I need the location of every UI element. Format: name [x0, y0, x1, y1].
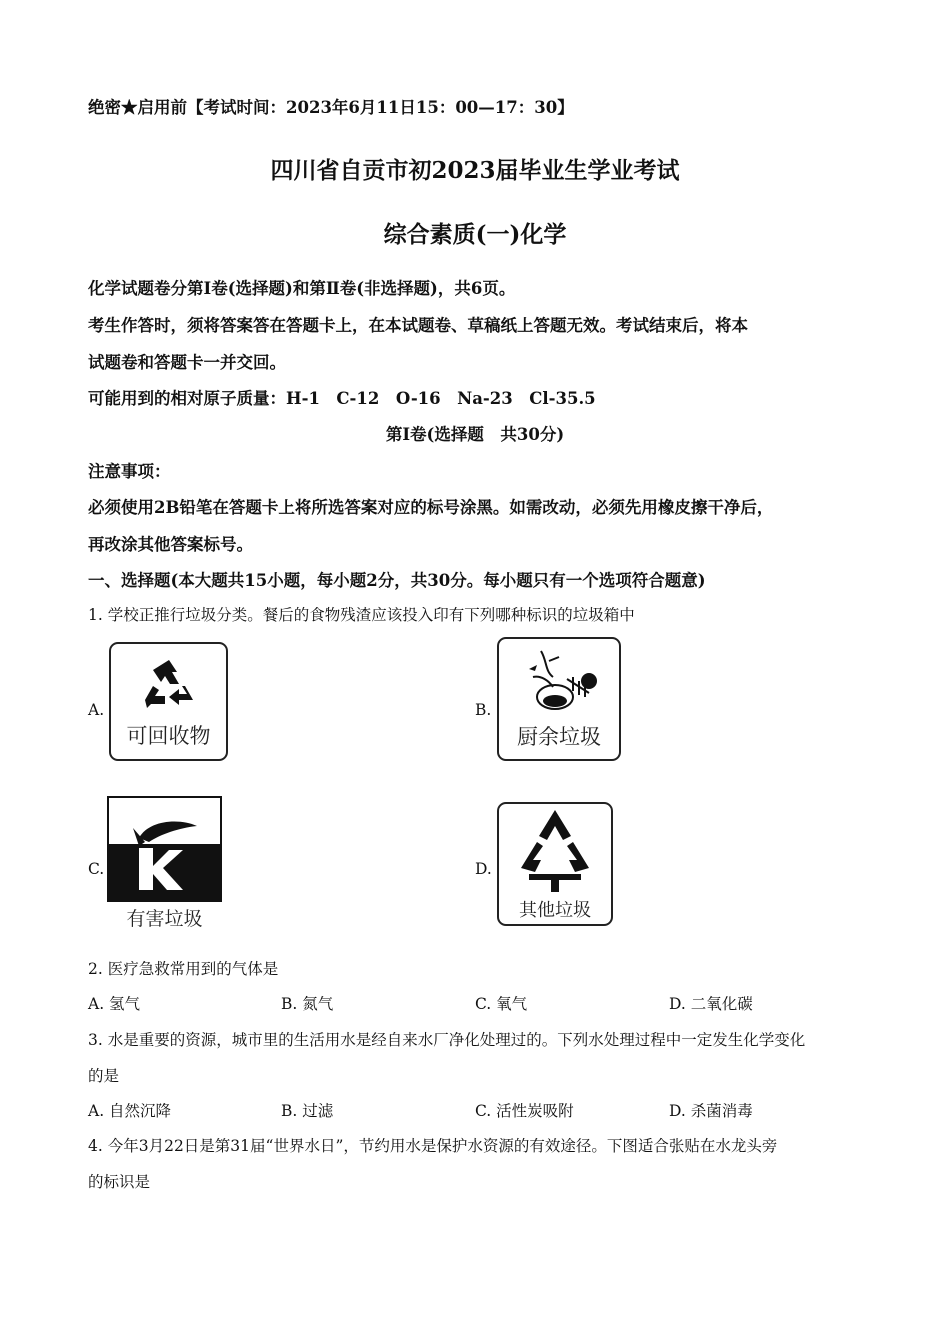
notice-line-1: 必须使用2B铅笔在答题卡上将所选答案对应的标号涂黑。如需改动，必须先用橡皮擦干净后， — [88, 498, 774, 517]
q4-stem-line-1: 4. 今年3月22日是第31届“世界水日”，节约用水是保护水资源的有效途径。下图适合张贴在水龙头旁 — [88, 1137, 778, 1155]
other-waste-sign-text: 其他垃圾 — [519, 900, 591, 921]
intro-line-1: 化学试题卷分第I卷(选择题)和第Ⅱ卷(非选择题)，共6页。 — [88, 279, 516, 298]
hazardous-waste-sign — [107, 796, 222, 902]
intro-line-2: 考生作答时，须将答案答在答题卡上，在本试题卷、草稿纸上答题无效。考试结束后，将本 — [88, 316, 748, 335]
exam-subtitle: 综合素质(一)化学 — [383, 221, 567, 248]
notice-line-2: 再改涂其他答案标号。 — [88, 535, 253, 554]
q3-option-a: A. 自然沉降 — [88, 1102, 172, 1120]
q2-stem: 2. 医疗急救常用到的气体是 — [88, 960, 279, 978]
q2-option-a: A. 氢气 — [88, 995, 141, 1013]
part1-heading: 第I卷(选择题 共30分) — [385, 425, 565, 444]
q3-stem-line-1: 3. 水是重要的资源，城市里的生活用水是经自来水厂净化处理过的。下列水处理过程中一定发生化学变化 — [88, 1031, 806, 1049]
other-waste-icon — [515, 808, 595, 894]
secret-line: 绝密★启用前【考试时间：2023年6月11日15：00—17：30】 — [88, 98, 574, 117]
kitchen-waste-sign-text: 厨余垃圾 — [517, 725, 601, 749]
recycle-icon — [139, 656, 199, 712]
recyclable-sign — [109, 642, 228, 761]
q3-option-c: C. 活性炭吸附 — [475, 1102, 574, 1120]
recyclable-sign-text: 可回收物 — [126, 724, 211, 748]
q1-stem: 1. 学校正推行垃圾分类。餐后的食物残渣应该投入印有下列哪种标识的垃圾箱中 — [88, 606, 635, 624]
other-waste-sign — [497, 802, 613, 926]
atomic-mass-line: 可能用到的相对原子质量：H-1 C-12 O-16 Na-23 Cl-35.5 — [88, 389, 596, 408]
q4-stem-line-2: 的标识是 — [88, 1173, 151, 1191]
q3-stem-line-2: 的是 — [88, 1067, 120, 1085]
q1-option-a-label: A. — [88, 701, 105, 719]
q3-option-b: B. 过滤 — [281, 1102, 334, 1120]
q2-option-c: C. 氧气 — [475, 995, 528, 1013]
notice-title: 注意事项： — [88, 462, 171, 481]
hazardous-icon — [109, 798, 220, 900]
hazardous-sign-text: 有害垃圾 — [126, 908, 203, 930]
q1-option-b-label: B. — [475, 701, 492, 719]
q1-option-c-label: C. — [88, 860, 105, 878]
intro-line-3: 试题卷和答题卡一并交回。 — [88, 353, 286, 372]
section-heading: 一、选择题(本大题共15小题，每小题2分，共30分。每小题只有一个选项符合题意) — [88, 571, 706, 590]
q2-option-b: B. 氮气 — [281, 995, 334, 1013]
q2-option-d: D. 二氧化碳 — [669, 995, 753, 1013]
kitchen-waste-sign — [497, 637, 621, 761]
q1-option-d-label: D. — [475, 860, 492, 878]
food-scraps-icon — [519, 647, 599, 717]
exam-title: 四川省自贡市初2023届毕业生学业考试 — [270, 157, 680, 184]
q3-option-d: D. 杀菌消毒 — [669, 1102, 753, 1120]
